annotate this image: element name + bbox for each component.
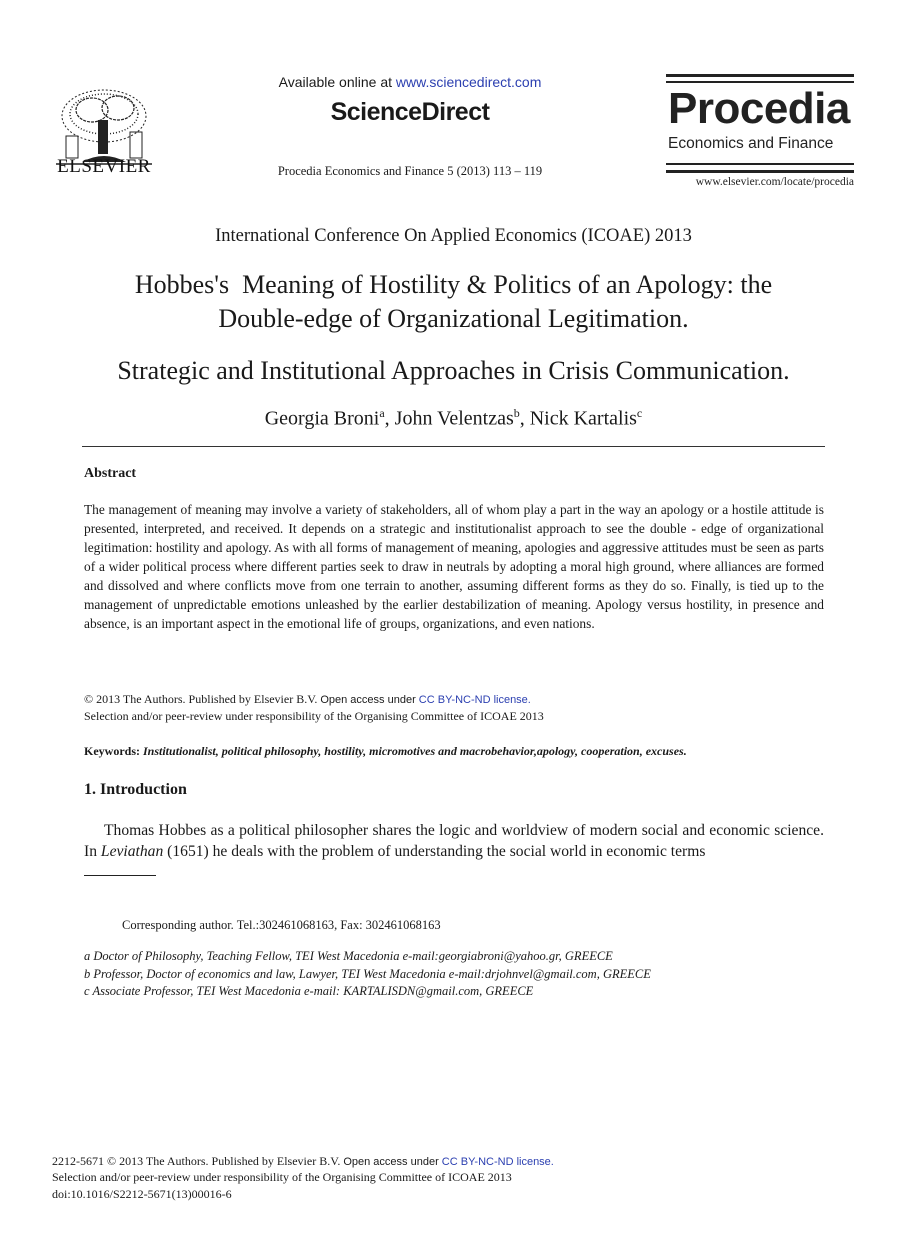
footer-open-access: Open access under (343, 1156, 442, 1168)
procedia-rule-bottom (666, 170, 854, 173)
open-access-text: Open access under (320, 694, 419, 706)
abstract-heading: Abstract (84, 466, 137, 481)
sciencedirect-link[interactable]: www.sciencedirect.com (395, 74, 542, 90)
conference-name: International Conference On Applied Economics (ICOAE) 2013 (215, 226, 692, 246)
keywords-label: Keywords: (84, 744, 140, 758)
corresponding-author-note: Corresponding author. Tel.:302461068163, Fax: 302461068163 (122, 918, 441, 932)
section-heading-introduction: 1. Introduction (84, 781, 187, 798)
footer-license-link[interactable]: CC BY-NC-ND license. (441, 1156, 554, 1168)
title-divider (82, 446, 825, 447)
footnote-divider (84, 875, 156, 876)
abstract-copyright (84, 692, 531, 707)
available-online-line (230, 74, 590, 90)
author-name: Nick Kartalis (529, 407, 637, 430)
footnote-b: b Professor, Doctor of economics and law, Lawyer, TEI West Macedonia e-mail:drjohnvel@gmail.com, GREECE (84, 967, 651, 981)
footer-copyright-text: 2212-5671 © 2013 The Authors. Published by Elsevier B.V. (52, 1154, 344, 1168)
footer-doi[interactable]: doi:10.1016/S2212-5671(13)00016-6 (52, 1187, 232, 1201)
available-prefix: Available online at (278, 74, 396, 90)
author-affiliation-mark: b (513, 406, 520, 420)
paper-title (60, 268, 847, 336)
author-affiliation-mark: c (636, 406, 643, 420)
intro-text-start: Thomas Hobbes as a political philosopher shares the logic and worldview of modern social and economic science. In (84, 822, 824, 860)
keywords-line (84, 744, 824, 759)
author-name: John Velentzas (394, 407, 514, 430)
author-name: Georgia Broni (264, 407, 380, 430)
author-affiliation-mark: a (379, 406, 385, 420)
copyright-text: © 2013 The Authors. Published by Elsevier B.V. (84, 692, 321, 706)
peer-review-statement: Selection and/or peer-review under responsibility of the Organising Committee of ICOAE 2013 (84, 709, 544, 723)
procedia-url[interactable]: www.elsevier.com/locate/procedia (695, 176, 854, 188)
footnote-c: c Associate Professor, TEI West Macedonia e-mail: KARTALISDN@gmail.com, GREECE (84, 984, 534, 998)
author-list: Georgia Broni$^a$, John Velentzas$^b$, Nick Kartalis$^c$ (264, 406, 643, 430)
sciencedirect-wordmark: ScienceDirect (330, 98, 490, 126)
license-link[interactable]: CC BY-NC-ND license. (418, 694, 531, 706)
introduction-paragraph (84, 820, 824, 862)
footer-peer-review: Selection and/or peer-review under responsibility of the Organising Committee of ICOAE 2013 (52, 1170, 512, 1184)
paper-title-line-2: Double-edge of Organizational Legitimation. (218, 304, 689, 333)
paper-title-line-1: Hobbes's Meaning of Hostility & Politics of an Apology: the (134, 270, 773, 299)
footnote-a: a Doctor of Philosophy, Teaching Fellow, TEI West Macedonia e-mail:georgiabroni@yahoo.gr, GREECE (84, 949, 613, 963)
paper-subtitle: Strategic and Institutional Approaches in Crisis Communication. (117, 356, 790, 385)
publisher-name: ELSEVIER (57, 156, 151, 177)
procedia-rule-mid (666, 163, 854, 165)
procedia-rule-top (666, 74, 854, 77)
intro-italic-leviathan: Leviathan (100, 843, 164, 860)
procedia-rule-top-thin (666, 81, 854, 83)
procedia-title: Procedia (668, 84, 850, 133)
footer-copyright (52, 1154, 554, 1169)
abstract-body: The management of meaning may involve a variety of stakeholders, all of whom play a part in the way an apology or a hostile attitude is presented, interpreted, and received. It depends on a strategic and institutionalist approach to see the double - edge of organizational legitimation: hostility and apology. As with all forms of management of meaning, apologies and aggressive attitudes must be seen as parts of a wider political process where different parties seek to draw in neutrals by adopting a moral high ground, where alliances are formed and dissolved and where conflicts move from one terrain to another, assuming different forms as they do so. Finally, is tied up to the management of unpredictable emotions unleashed by the earlier destabilization of meaning. Apology versus hostility, in presence and absence, is an important aspect in the emotional life of groups, organizations, and even nations. (84, 502, 824, 631)
procedia-subtitle: Economics and Finance (668, 135, 834, 152)
intro-text-end: (1651) he deals with the problem of understanding the social world in economic terms (163, 843, 706, 860)
journal-reference: Procedia Economics and Finance 5 (2013) 113 – 119 (277, 164, 543, 178)
keywords-list: Institutionalist, political philosophy, hostility, micromotives and macrobehavior,apology, cooperation, excuses. (143, 744, 687, 758)
